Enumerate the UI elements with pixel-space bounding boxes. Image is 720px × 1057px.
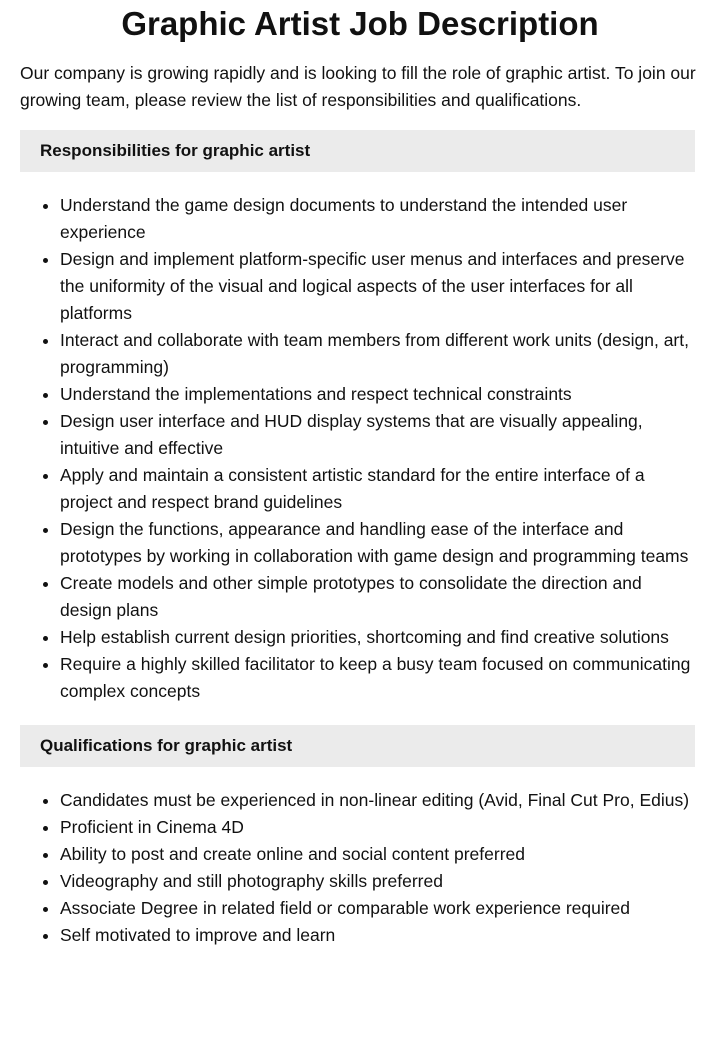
list-item: • Require a highly skilled facilitator to keep a busy team focused on communicating complex concepts [60, 651, 695, 705]
list-item: • Self motivated to improve and learn [60, 922, 695, 949]
list-item: • Ability to post and create online and social content preferred [60, 841, 695, 868]
page-title: Graphic Artist Job Description [121, 5, 599, 42]
list-item: • Interact and collaborate with team members from different work units (design, art, programming) [60, 327, 695, 381]
list-item: • Design user interface and HUD display systems that are visually appealing, intuitive and effective [60, 408, 695, 462]
intro-text: Our company is growing rapidly and is looking to fill the role of graphic artist. To join our growing team, please review the list of responsibilities and qualifications. [20, 63, 696, 110]
qualifications-list [20, 787, 695, 949]
list-item: • Design the functions, appearance and handling ease of the interface and prototypes by working in collaboration with game design and programming teams [60, 516, 695, 570]
responsibilities-list [20, 192, 695, 705]
list-item: • Design and implement platform-specific user menus and interfaces and preserve the uniformity of the visual and logical aspects of the user interfaces for all platforms [60, 246, 695, 327]
list-item: • Create models and other simple prototypes to consolidate the direction and design plans [60, 570, 695, 624]
list-item: • Understand the game design documents to understand the intended user experience [60, 192, 695, 246]
list-item: • Help establish current design priorities, shortcoming and find creative solutions [60, 624, 695, 651]
list-item: • Understand the implementations and respect technical constraints [60, 381, 695, 408]
list-item: • Videography and still photography skills preferred [60, 868, 695, 895]
list-item: • Proficient in Cinema 4D [60, 814, 695, 841]
list-item: • Apply and maintain a consistent artistic standard for the entire interface of a project and respect brand guidelines [60, 462, 695, 516]
list-item: • Candidates must be experienced in non-linear editing (Avid, Final Cut Pro, Edius) [60, 787, 695, 814]
responsibilities-heading: Responsibilities for graphic artist [20, 130, 695, 172]
qualifications-heading: Qualifications for graphic artist [20, 725, 695, 767]
list-item: • Associate Degree in related field or comparable work experience required [60, 895, 695, 922]
